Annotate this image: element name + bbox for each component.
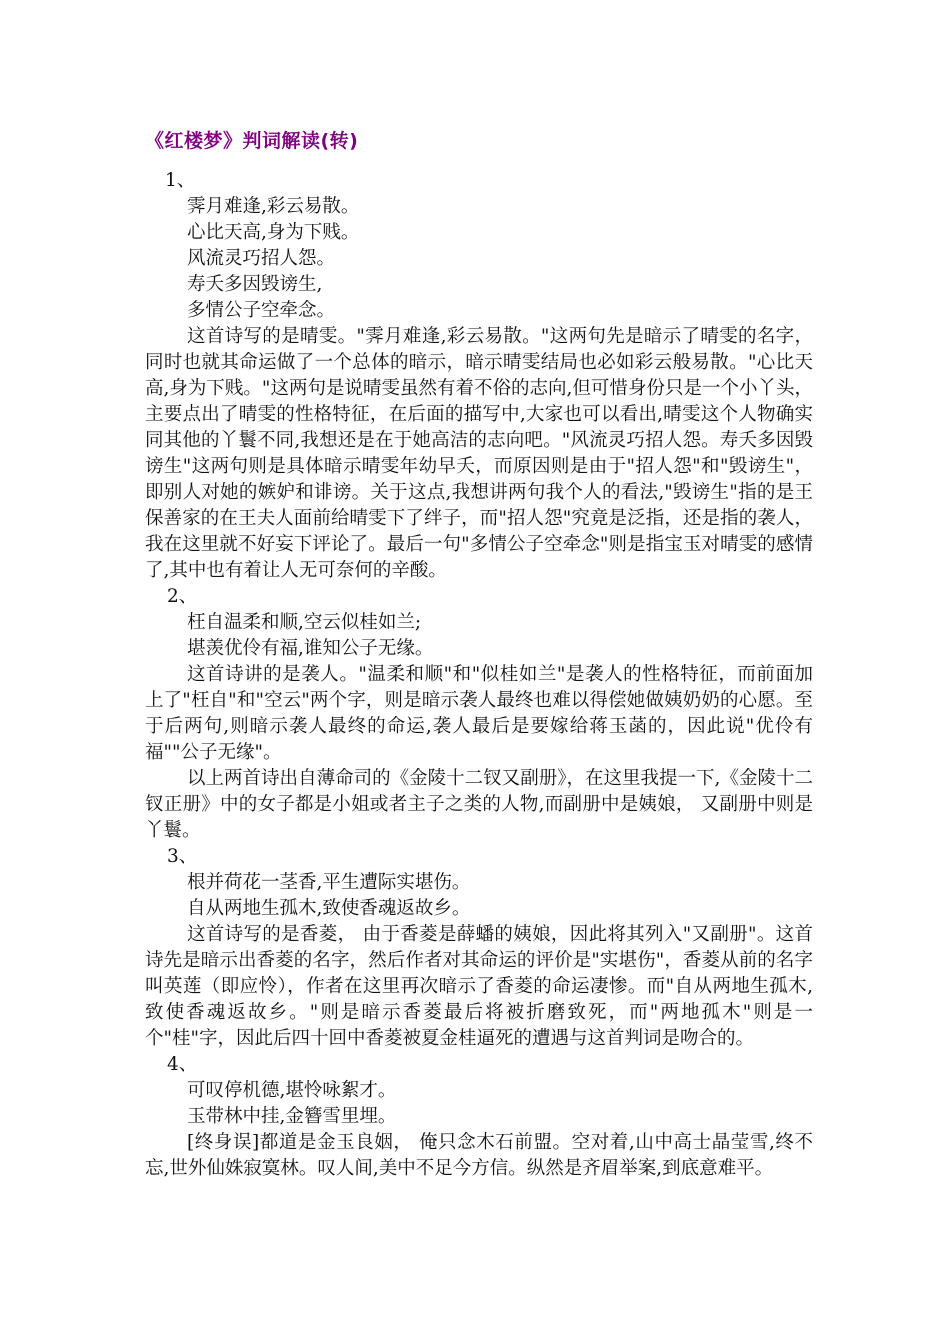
note-text: 以上两首诗出自薄命司的《金陵十二钗又副册》，在这里我提一下,《金陵十二钗正册》中的女子都是小姐或者主子之类的人物,而副册中是姨娘， 又副册中则是丫鬟。 — [145, 768, 813, 841]
section-number: 1、 — [165, 170, 196, 191]
commentary-text: 这首诗写的是香菱， 由于香菱是薛蟠的姨娘，因此将其列入"又副册"。这首诗先是暗示出香菱的名字，然后作者对其命运的评价是"实堪伤"，香菱从前的名字叫英莲（即应怜），作者在这里再次暗示了香菱的命运凄惨。而"自从两地生孤木,致使香魂返故乡。"则是暗示香菱最后将被折磨致死，而"两地孤木"则是一个"桂"字，因此后四十回中香菱被夏金桂逼死的遭遇与这首判词是吻合的。 — [145, 924, 813, 1049]
commentary-text: 这首诗写的是晴雯。"霁月难逢,彩云易散。"这两句先是暗示了晴雯的名字，同时也就其命运做了一个总体的暗示，暗示晴雯结局也必如彩云般易散。"心比天高,身为下贱。"这两句是说晴雯虽然有着不俗的志向,但可惜身份只是一个小丫头，主要点出了晴雯的性格特征，在后面的描写中,大家也可以看出,晴雯这个人物确实同其他的丫鬟不同,我想还是在于她高洁的志向吧。"风流灵巧招人怨。寿夭多因毁谤生"这两句则是具体暗示晴雯年幼早夭，而原因则是由于"招人怨"和"毁谤生"，即别人对她的嫉妒和诽谤。关于这点,我想讲两句我个人的看法,"毁谤生"指的是王保善家的在王夫人面前给晴雯下了绊子，而"招人怨"究竟是泛指，还是指的袭人，我在这里就不好妄下评论了。最后一句"多情公子空牵念"则是指宝玉对晴雯的感情了,其中也有着让人无可奈何的辛酸。 — [145, 326, 813, 581]
commentary-text: 这首诗讲的是袭人。"温柔和顺"和"似桂如兰"是袭人的性格特征，而前面加上了"枉自"和"空云"两个字，则是暗示袭人最终也难以得偿她做姨奶奶的心愿。至于后两句,则暗示袭人最终的命运,袭人最后是要嫁给蒋玉菡的，因此说"优伶有福""公子无缘"。 — [145, 664, 813, 763]
commentary-text: [终身误]都道是金玉良姻， 俺只念木石前盟。空对着,山中高士晶莹雪,终不忘,世外仙姝寂寞林。叹人间,美中不足今方信。纵然是齐眉举案,到底意难平。 — [145, 1132, 813, 1179]
commentary-paragraph — [145, 922, 813, 1052]
poem-line: 心比天高,身为下贱。 — [187, 222, 360, 243]
poem-line: 玉带林中挂,金簪雪里埋。 — [187, 1106, 397, 1127]
section-number: 2、 — [167, 586, 198, 607]
commentary-paragraph — [145, 324, 813, 584]
poem-line: 枉自温柔和顺,空云似桂如兰; — [187, 612, 422, 633]
poem-line: 自从两地生孤木,致使香魂返故乡。 — [187, 898, 471, 919]
poem-line: 风流灵巧招人怨。 — [187, 248, 336, 269]
section-number: 4、 — [167, 1054, 198, 1075]
poem-line: 寿夭多因毁谤生, — [187, 274, 323, 295]
note-paragraph — [145, 766, 813, 844]
poem-line: 霁月难逢,彩云易散。 — [187, 196, 360, 217]
commentary-paragraph — [145, 1130, 813, 1182]
poem-line: 多情公子空牵念。 — [187, 300, 336, 321]
section-number: 3、 — [167, 846, 198, 867]
poem-line: 可叹停机德,堪怜咏絮才。 — [187, 1080, 397, 1101]
poem-line: 根并荷花一茎香,平生遭际实堪伤。 — [187, 872, 471, 893]
document-body — [145, 168, 813, 1182]
poem-line: 堪羡优伶有福,谁知公子无缘。 — [187, 638, 434, 659]
commentary-paragraph — [145, 662, 813, 766]
document-title: 《红楼梦》判词解读(转) — [145, 130, 359, 152]
